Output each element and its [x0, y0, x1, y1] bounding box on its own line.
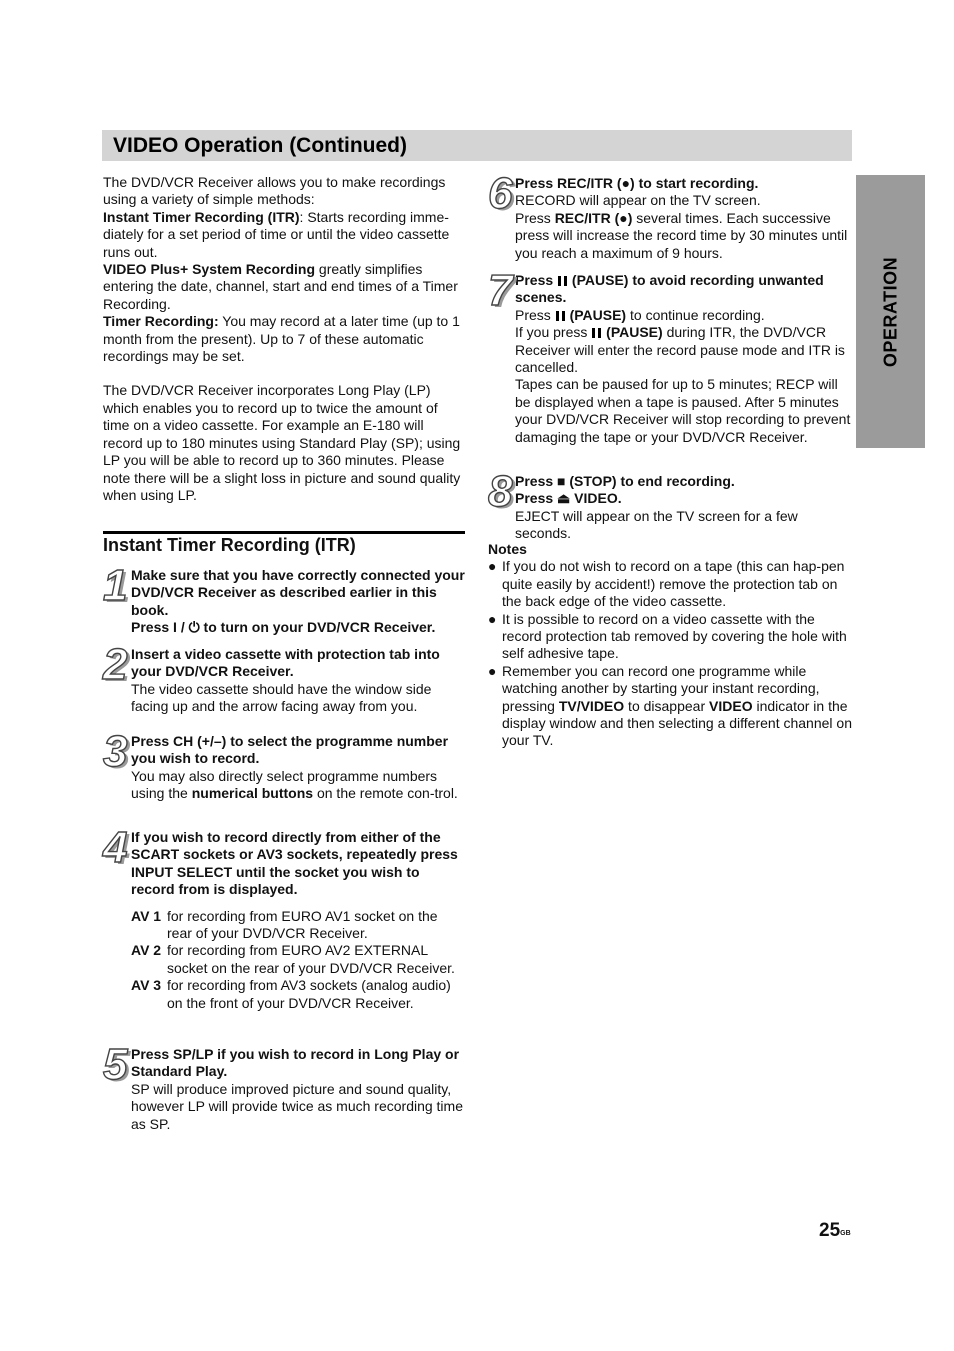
av-option [131, 908, 465, 943]
page-title: VIDEO Operation (Continued) [113, 134, 407, 157]
notes-section [488, 541, 852, 750]
lp-paragraph: The DVD/VCR Receiver incorporates Long Play (LP) which enables you to record up to twice the amount of time on a video cassette. For example an E-180 will record up to 180 minutes using Standard Play (SP); using LP you will be able to record up to 360 minutes. Please note there will be a slight loss in picture and sound quality when using LP. [103, 382, 461, 503]
intro-line: The DVD/VCR Receiver allows you to make recordings using a variety of simple methods: [103, 174, 446, 208]
note-text: It is possible to record on a video cassette with the record protection tab removed by covering the hole with self adhesive tape. [502, 610, 847, 662]
page-number-value: 25 [819, 1220, 841, 1241]
section-divider [103, 531, 465, 534]
note-text: Remember you can record one programme while watching another by starting your instant recording, pressing [502, 662, 820, 714]
step-1 [103, 561, 465, 637]
step-detail-end: several times. Each successive press will increase the record time by 30 minutes until you reach a maximum of 9 hours. [515, 209, 848, 261]
pause-icon [558, 276, 567, 286]
page-suffix: GB [840, 1230, 851, 1237]
page-number [819, 1222, 851, 1239]
step-number: 4 [103, 823, 128, 872]
step-detail-start: Press [515, 209, 555, 226]
av-option [131, 942, 465, 977]
step-number: 2 [103, 640, 128, 689]
note-emph: TV/VIDEO [558, 697, 625, 714]
notes-title: Notes [488, 541, 527, 557]
step-instruction-eject: Press ⏏ VIDEO. [515, 490, 622, 507]
pause-icon [592, 328, 601, 338]
step-number: 1 [103, 561, 128, 610]
note-item [488, 663, 852, 750]
step-detail-emph: (PAUSE) [602, 324, 663, 341]
step-3 [103, 727, 465, 803]
step-detail-end: to continue recording. [626, 306, 765, 323]
step-7 [488, 266, 852, 446]
step-detail: You may also directly select programme numbers using the [131, 767, 438, 802]
bullet-icon: ● [488, 558, 497, 575]
step-detail-start: Press [515, 306, 555, 323]
bullet-icon: ● [488, 662, 497, 679]
pause-icon [556, 311, 565, 321]
bullet-icon: ● [488, 610, 497, 627]
vps-text: greatly simplifies entering the date, channel, start and end times of a Timer Recording. [103, 261, 458, 312]
step-instruction: Make sure that you have correctly connected your DVD/VCR Receiver as described earlier in this book. [131, 567, 465, 618]
step-instruction: Insert a video cassette with protection tab into your DVD/VCR Receiver. [131, 646, 440, 680]
step-6 [488, 169, 852, 262]
step-instruction: (PAUSE) to avoid recording unwanted scenes. [515, 272, 824, 306]
note-item [488, 611, 852, 663]
av-desc: for recording from EURO AV1 socket on the rear of your DVD/VCR Receiver. [167, 907, 438, 942]
step-2 [103, 640, 465, 716]
timer-label: Timer Recording: [103, 313, 219, 330]
intro-text [103, 174, 465, 504]
step-detail-end: during ITR, the DVD/VCR Receiver will enter the record pause mode and ITR is cancelled. [515, 324, 845, 376]
step-number: 5 [103, 1040, 128, 1089]
note-text: to disappear [624, 697, 710, 714]
step-number: 8 [488, 467, 513, 516]
note-text: If you do not wish to record on a tape (this can hap-pen quite easily by accident!) remove the protection tab on the back edge of the video cassette. [502, 558, 845, 610]
step-detail: Tapes can be paused for up to 5 minutes; RECP will be displayed when a tape is paused. After 5 minutes your DVD/VCR Receiver will stop recording to prevent damaging the tape or your DVD/VCR Receiver. [515, 376, 851, 445]
step-instruction: Press ■ (STOP) to end recording. [515, 473, 735, 489]
step-detail-start: If you press [515, 324, 592, 341]
step-instruction: If you wish to record directly from either of the SCART sockets or AV3 sockets, repeatedly press INPUT SELECT until the socket you wish to record from is displayed. [131, 829, 458, 898]
step-8 [488, 467, 852, 543]
step-instruction: Press REC/ITR (●) to start recording. [515, 175, 759, 191]
step-detail: SP will produce improved picture and sound quality, however LP will provide twice as much recording time as SP. [131, 1080, 463, 1132]
note-item [488, 558, 852, 610]
step-number: 3 [103, 727, 128, 776]
step-number: 7 [488, 266, 513, 315]
step-instruction: Press SP/LP if you wish to record in Long Play or Standard Play. [131, 1046, 460, 1080]
av-key: AV 1 [131, 907, 162, 924]
step-instruction-power: Press I / ⏻ to turn on your DVD/VCR Receiver. [131, 619, 436, 636]
vps-label: VIDEO Plus+ System Recording [103, 261, 316, 278]
timer-text: You may record at a later time (up to 1 month from the present). Up to 7 of these automatic recordings may be set. [103, 313, 460, 365]
itr-label: Instant Timer Recording (ITR) [103, 208, 300, 225]
step-detail-emph: (PAUSE) [565, 306, 627, 323]
section-tab-label: OPERATION [879, 256, 900, 367]
itr-text: : Starts recording imme-diately for a set period of time or until the video cassette runs out. [103, 208, 450, 260]
step-instruction-start: Press [515, 272, 558, 288]
title-bar [102, 130, 852, 161]
av-desc: for recording from AV3 sockets (analog audio) on the front of your DVD/VCR Receiver. [167, 977, 451, 1011]
step-detail: EJECT will appear on the TV screen for a few seconds. [515, 507, 798, 542]
note-emph: VIDEO [709, 697, 753, 714]
av-key: AV 3 [131, 977, 162, 994]
step-5 [103, 1040, 465, 1133]
step-detail: RECORD will appear on the TV screen. [515, 192, 761, 209]
step-detail: The video cassette should have the window side facing up and the arrow facing away from you. [131, 680, 432, 715]
section-title: Instant Timer Recording (ITR) [103, 535, 356, 555]
step-instruction: Press CH (+/–) to select the programme number you wish to record. [131, 733, 449, 767]
step-detail-emph: numerical buttons [191, 785, 314, 802]
step-number: 6 [488, 169, 513, 218]
av-desc: for recording from EURO AV2 EXTERNAL socket on the rear of your DVD/VCR Receiver. [167, 942, 455, 976]
section-tab [856, 175, 925, 448]
step-4 [103, 823, 465, 1012]
note-text: indicator in the display window and then selecting a different channel on your TV. [502, 697, 852, 749]
step-detail-end: on the remote con-trol. [313, 785, 458, 802]
step-detail-emph: REC/ITR (●) [554, 209, 633, 226]
av-key: AV 2 [131, 942, 162, 959]
intro-paragraph [103, 174, 465, 365]
av-option [131, 977, 465, 1012]
